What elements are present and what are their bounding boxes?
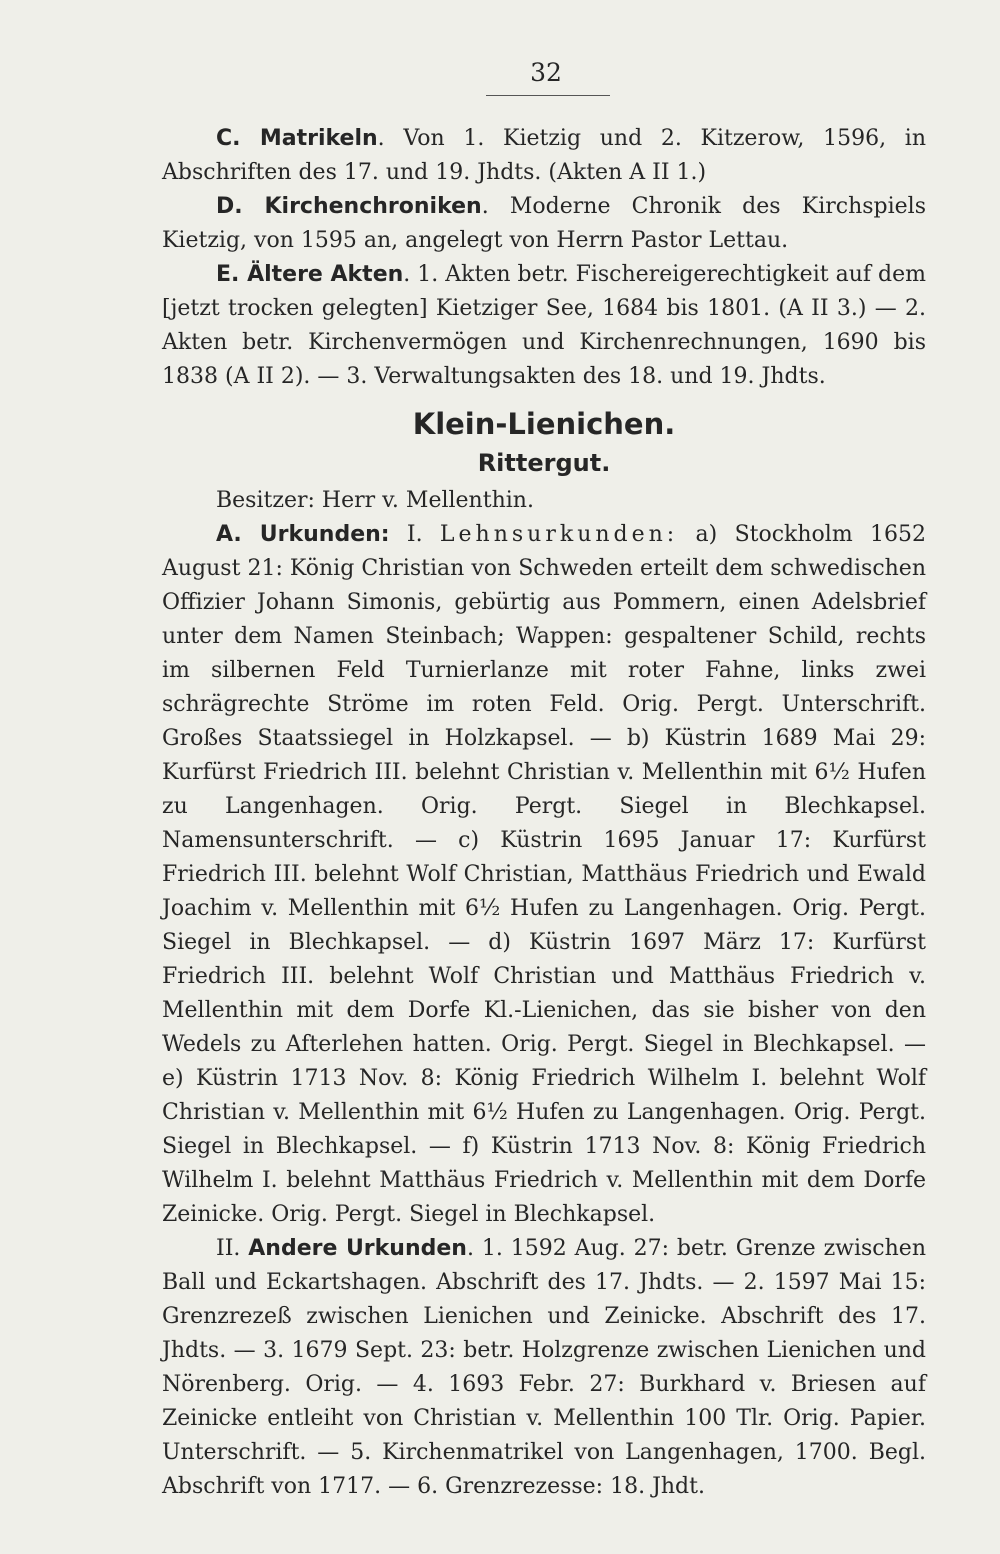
page-body <box>162 122 926 1504</box>
section-d-text: . Moderne Chronik des Kirchspiels Kietzig, von 1595 an, angelegt von Herrn Pastor Lettau. <box>162 194 926 253</box>
page-number: 32 <box>530 58 562 87</box>
section-d-heading: D. Kirchenchroniken <box>216 194 482 219</box>
section-a <box>162 518 926 1232</box>
section-e <box>162 258 926 394</box>
place-title: Klein-Lienichen. <box>412 407 676 441</box>
section-b-label: II. <box>216 1236 241 1261</box>
header-rule <box>486 95 610 96</box>
section-a-text: a) Stockholm 1652 August 21: König Christian von Schweden erteilt dem schwedischen Offizier Johann Simonis, gebürtig aus Pommern, einen Adelsbrief unter dem Namen Steinbach; Wappen: gespaltener Schild, rechts im silbernen Feld Turnierlanze mit roter Fahne, links zwei schrägrechte Ströme im roten Feld. Orig. Pergt. Unterschrift. Großes Staatssiegel in Holzkapsel. — b) Küstrin 1689 Mai 29: Kurfürst Friedrich III. belehnt Christian v. Mellenthin mit 6½ Hufen zu Langenhagen. Orig. Pergt. Siegel in Blechkapsel. Namensunterschrift. — c) Küstrin 1695 Januar 17: Kurfürst Friedrich III. belehnt Wolf Christian, Matthäus Friedrich und Ewald Joachim v. Mellenthin mit 6½ Hufen zu Langenhagen. Orig. Pergt. Siegel in Blechkapsel. — d) Küstrin 1697 März 17: Kurfürst Friedrich III. belehnt Wolf Christian und Matthäus Friedrich v. Mellenthin mit dem Dorfe Kl.-Lienichen, das sie bisher von den Wedels zu Afterlehen hatten. Orig. Pergt. Siegel in Blechkapsel. — e) Küstrin 1713 Nov. 8: König Friedrich Wilhelm I. belehnt Wolf Christian v. Mellenthin mit 6½ Hufen zu Langenhagen. Orig. Pergt. Siegel in Blechkapsel. — f) Küstrin 1713 Nov. 8: König Friedrich Wilhelm I. belehnt Matthäus Friedrich v. Mellenthin mit dem Dorfe Zeinicke. Orig. Pergt. Siegel in Blechkapsel. <box>162 522 926 1227</box>
section-b-heading: Andere Urkunden <box>248 1236 467 1261</box>
owner-line: Besitzer: Herr v. Mellenthin. <box>216 488 534 513</box>
section-c-heading: C. Matrikeln <box>216 126 378 151</box>
estate-title: Rittergut. <box>477 449 611 477</box>
section-b <box>162 1232 926 1504</box>
section-a-sub-label: I. <box>406 522 423 547</box>
section-c-text: . Von 1. Kietzig und 2. Kitzerow, 1596, in Abschriften des 17. und 19. Jhdts. (Akten A II 1.) <box>162 126 926 185</box>
section-e-heading: E. Ältere Akten <box>216 262 404 287</box>
section-d <box>162 190 926 258</box>
section-e-text: . 1. Akten betr. Fischereigerechtigkeit auf dem [jetzt trocken gelegten] Kietziger See, 1684 bis 1801. (A II 3.) — 2. Akten betr. Kirchenvermögen und Kirchenrechnungen, 1690 bis 1838 (A II 2). — 3. Verwaltungsakten des 18. und 19. Jhdts. <box>162 262 926 389</box>
section-b-text: . 1. 1592 Aug. 27: betr. Grenze zwischen Ball und Eckartshagen. Abschrift des 17. Jhdts. — 2. 1597 Mai 15: Grenzrezeß zwischen Lienichen und Zeinicke. Abschrift des 17. Jhdts. — 3. 1679 Sept. 23: betr. Holzgrenze zwischen Lienichen und Nörenberg. Orig. — 4. 1693 Febr. 27: Burkhard v. Briesen auf Zeinicke entleiht von Christian v. Mellenthin 100 Tlr. Orig. Papier. Unterschrift. — 5. Kirchenmatrikel von Langenhagen, 1700. Begl. Abschrift von 1717. — 6. Grenzrezesse: 18. Jhdt. <box>162 1236 926 1499</box>
section-c <box>162 122 926 190</box>
section-a-sub-title: Lehnsurkunden: <box>439 522 679 547</box>
section-a-heading: A. Urkunden: <box>216 522 390 547</box>
